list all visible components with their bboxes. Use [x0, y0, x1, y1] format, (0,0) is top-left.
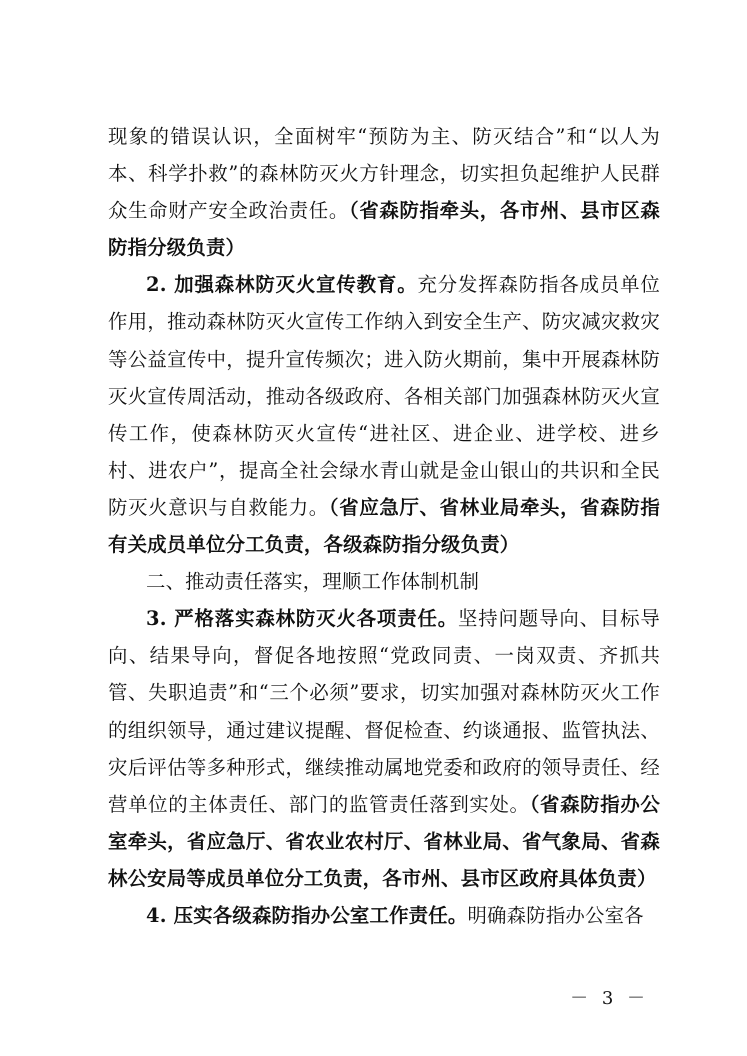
paragraph-2: [108, 266, 660, 563]
paragraph-3-responsibility: （省森防指办公室牵头，省应急厅、省农业农村厅、省林业局、省气象局、省森林公安局等成员单位分工负责，各市州、县市区政府具体负责）: [108, 792, 660, 890]
paragraph-2-text: 充分发挥森防指各成员单位作用，推动森林防灭火宣传工作纳入到安全生产、防灾减灾救灾等公益宣传中，提升宣传频次；进入防火期前，集中开展森林防灭火宣传周活动，推动各级政府、各相关部门加强森林防灭火宣传工作，使森林防灭火宣传“进社区、进企业、进学校、进乡村、进农户”，提高全社会绿水青山就是金山银山的共识和全民防灭火意识与自救能力。: [108, 273, 660, 519]
paragraph-4: [108, 897, 660, 934]
paragraph-1: [108, 118, 660, 266]
page-number: － 3 －: [570, 988, 649, 1009]
paragraph-2-heading: 2. 加强森林防灭火宣传教育。: [146, 273, 418, 297]
paragraph-4-text: 明确森防指办公室各: [467, 903, 644, 927]
paragraph-2-responsibility: （省应急厅、省林业局牵头，省森防指有关成员单位分工负责，各级森防指分级负责）: [108, 495, 660, 557]
paragraph-4-heading: 4. 压实各级森防指办公室工作责任。: [146, 903, 468, 927]
paragraph-3: [108, 600, 660, 897]
paragraph-1-responsibility: （省森防指牵头，各市州、县市区森防指分级负责）: [108, 199, 660, 260]
paragraph-3-heading: 3. 严格落实森林防灭火各项责任。: [146, 607, 458, 631]
paragraph-3-text: 坚持问题导向、目标导向、结果导向，督促各地按照“党政同责、一岗双责、齐抓共管、失职追责”和“三个必须”要求，切实加强对森林防灭火工作的组织领导，通过建议提醒、督促检查、约谈通报、监管执法、灾后评估等多种形式，继续推动属地党委和政府的领导责任、经营单位的主体责任、部门的监管责任落到实处。: [108, 607, 660, 816]
paragraph-1-text: 现象的错误认识，全面树牢“预防为主、防灭结合”和“以人为本、科学扑救”的森林防灭火方针理念，切实担负起维护人民群众生命财产安全政治责任。: [108, 125, 660, 223]
document-body: [108, 118, 660, 934]
section-heading: 二、推动责任落实，理顺工作体制机制: [146, 570, 480, 594]
